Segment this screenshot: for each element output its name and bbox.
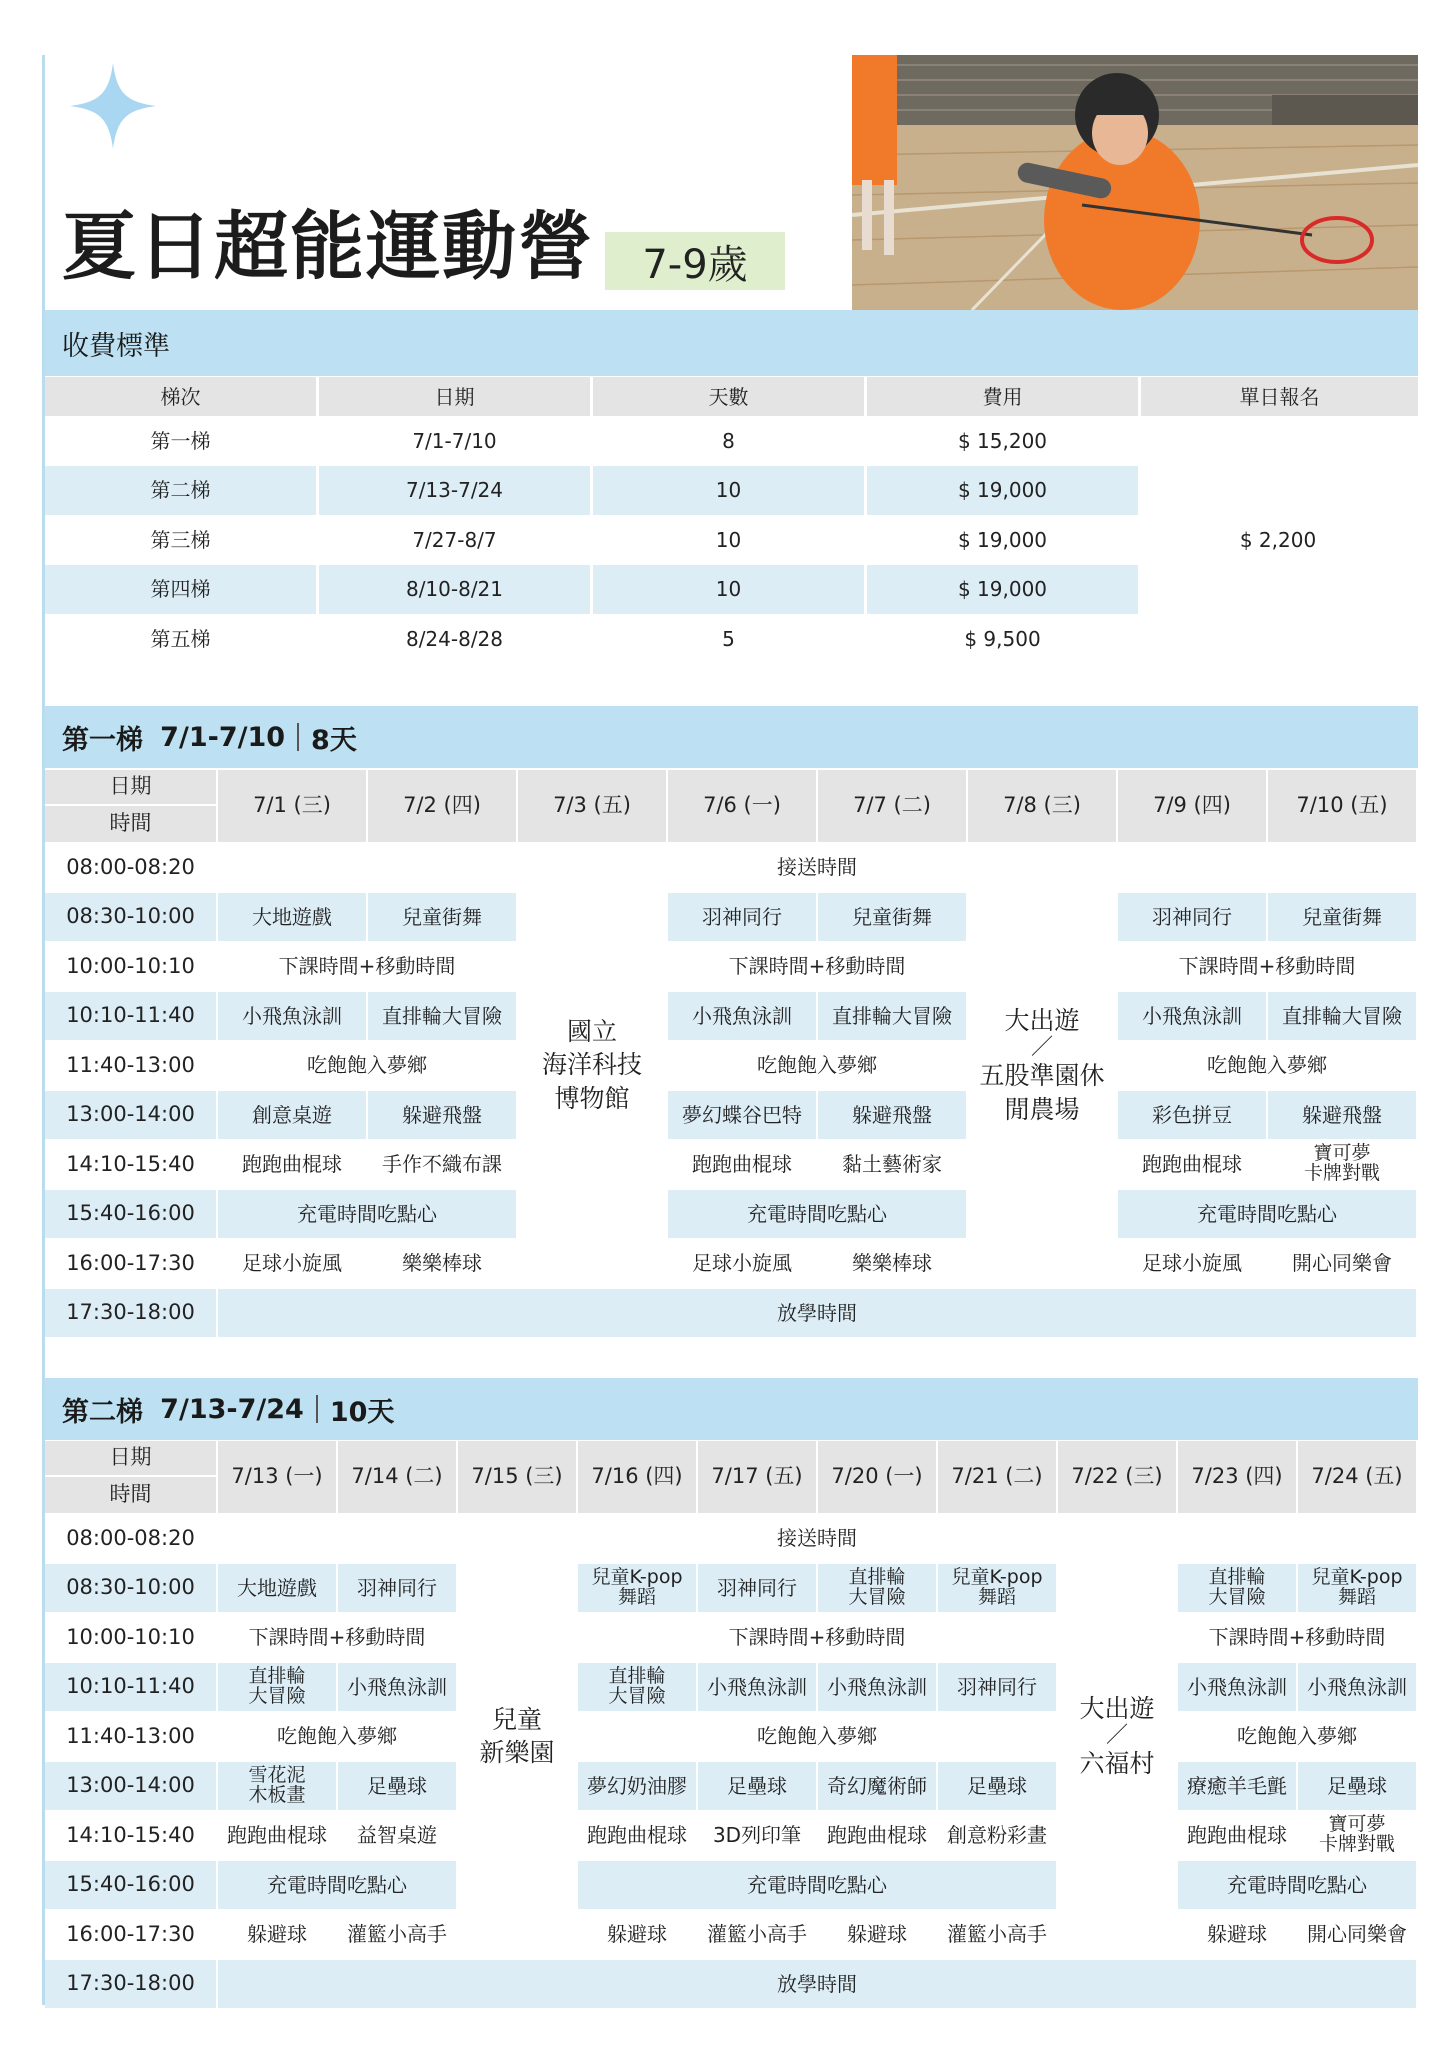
time-slot: 11:40-13:00 <box>45 1041 218 1091</box>
date-header: 7/8 (三) <box>968 770 1118 843</box>
fee-days: 5 <box>593 614 867 664</box>
activity: 直排輪大冒險 <box>368 992 518 1042</box>
time-slot: 17:30-18:00 <box>45 1289 218 1339</box>
fee-amount: $ 9,500 <box>867 614 1141 664</box>
activity: 小飛魚泳訓 <box>668 992 818 1042</box>
activity: 躲避飛盤 <box>1268 1091 1418 1141</box>
time-slot: 11:40-13:00 <box>45 1712 218 1762</box>
time-slot: 08:30-10:00 <box>45 893 218 943</box>
time-slot: 13:00-14:00 <box>45 1762 218 1812</box>
fees-section-title: 收費標準 <box>62 330 170 362</box>
activity: 寶可夢 卡牌對戰 <box>1298 1811 1418 1861</box>
fee-days: 10 <box>593 565 867 615</box>
fee-tier: 第四梯 <box>45 565 319 615</box>
trip-slash: ／ <box>1105 1723 1128 1749</box>
date-time-header <box>45 1441 218 1514</box>
time-slot: 08:30-10:00 <box>45 1564 218 1614</box>
field-trip-themepark <box>1058 1564 1178 1911</box>
activity: 足壘球 <box>1298 1762 1418 1812</box>
fee-date: 7/1-7/10 <box>319 416 593 466</box>
activity: 直排輪 大冒險 <box>818 1564 938 1614</box>
date-header: 7/17 (五) <box>698 1441 818 1514</box>
activity: 直排輪大冒險 <box>818 992 968 1042</box>
time-slot: 10:00-10:10 <box>45 942 218 992</box>
trip-place: 五股準園休 閒農場 <box>979 1061 1105 1125</box>
fee-date: 8/10-8/21 <box>319 565 593 615</box>
activity: 大地遊戲 <box>218 893 368 943</box>
activity: 小飛魚泳訓 <box>338 1663 458 1713</box>
activity: 直排輪大冒險 <box>1268 992 1418 1042</box>
fee-header-single: 單日報名 <box>1141 377 1418 416</box>
date-header: 7/15 (三) <box>458 1441 578 1514</box>
age-badge: 7-9歲 <box>605 232 785 290</box>
tier2-schedule <box>45 1441 1418 2009</box>
single-day-fee: $ 2,200 <box>1141 416 1418 664</box>
activity: 兒童K-pop 舞蹈 <box>1298 1564 1418 1614</box>
activity: 羽神同行 <box>1118 893 1268 943</box>
activity: 小飛魚泳訓 <box>1298 1663 1418 1713</box>
snack-time: 充電時間吃點心 <box>218 1861 458 1911</box>
time-slot: 14:10-15:40 <box>45 1140 218 1190</box>
activity: 躲避球 <box>1178 1910 1298 1960</box>
hero-photo <box>852 55 1418 310</box>
tier1-days: 8天 <box>311 724 357 756</box>
lunch-time: 吃飽飽入夢鄉 <box>1178 1712 1418 1762</box>
activity: 夢幻蝶谷巴特 <box>668 1091 818 1141</box>
fee-amount: $ 19,000 <box>867 466 1141 516</box>
activity: 奇幻魔術師 <box>818 1762 938 1812</box>
venue-name: 國立 海洋科技 博物館 <box>541 1016 642 1114</box>
break-time: 下課時間+移動時間 <box>668 942 968 992</box>
divider <box>297 723 299 751</box>
break-time: 下課時間+移動時間 <box>578 1613 1058 1663</box>
activity: 羽神同行 <box>698 1564 818 1614</box>
date-time-header <box>45 770 218 843</box>
activity: 足球小旋風 <box>1118 1239 1268 1289</box>
activity: 直排輪 大冒險 <box>218 1663 338 1713</box>
activity: 足壘球 <box>938 1762 1058 1812</box>
venue-museum <box>518 893 668 1240</box>
fee-amount: $ 19,000 <box>867 565 1141 615</box>
date-header: 7/13 (一) <box>218 1441 338 1514</box>
snack-time: 充電時間吃點心 <box>578 1861 1058 1911</box>
time-slot: 15:40-16:00 <box>45 1861 218 1911</box>
activity: 躲避球 <box>818 1910 938 1960</box>
time-slot: 14:10-15:40 <box>45 1811 218 1861</box>
tier2-title: 第二梯 <box>62 1396 143 1428</box>
tier2-range: 7/13-7/24 <box>160 1393 304 1425</box>
time-slot: 08:00-08:20 <box>45 843 218 893</box>
fee-date: 7/27-8/7 <box>319 515 593 565</box>
activity: 跑跑曲棍球 <box>818 1811 938 1861</box>
pickup-time: 接送時間 <box>218 843 1418 893</box>
empty-cell <box>1058 1910 1178 1960</box>
activity: 足球小旋風 <box>218 1239 368 1289</box>
activity: 直排輪 大冒險 <box>1178 1564 1298 1614</box>
activity: 躲避飛盤 <box>818 1091 968 1141</box>
trip-slash: ／ <box>1030 1035 1053 1061</box>
date-header: 7/3 (五) <box>518 770 668 843</box>
break-time: 下課時間+移動時間 <box>218 942 518 992</box>
activity: 羽神同行 <box>338 1564 458 1614</box>
activity: 手作不織布課 <box>368 1140 518 1190</box>
fee-days: 10 <box>593 515 867 565</box>
date-header: 7/22 (三) <box>1058 1441 1178 1514</box>
activity: 創意桌遊 <box>218 1091 368 1141</box>
activity: 躲避球 <box>578 1910 698 1960</box>
activity: 彩色拼豆 <box>1118 1091 1268 1141</box>
header-date-label: 日期 <box>45 1441 216 1477</box>
activity: 跑跑曲棍球 <box>668 1140 818 1190</box>
empty-cell <box>968 1239 1118 1289</box>
activity: 兒童K-pop 舞蹈 <box>938 1564 1058 1614</box>
pickup-time: 接送時間 <box>218 1514 1418 1564</box>
activity: 足壘球 <box>338 1762 458 1812</box>
date-header: 7/20 (一) <box>818 1441 938 1514</box>
empty-cell <box>518 1239 668 1289</box>
activity: 小飛魚泳訓 <box>1178 1663 1298 1713</box>
lunch-time: 吃飽飽入夢鄉 <box>668 1041 968 1091</box>
snack-time: 充電時間吃點心 <box>1118 1190 1418 1240</box>
activity: 躲避飛盤 <box>368 1091 518 1141</box>
fee-header-tier: 梯次 <box>45 377 319 416</box>
time-slot: 10:10-11:40 <box>45 1663 218 1713</box>
activity: 開心同樂會 <box>1298 1910 1418 1960</box>
activity: 直排輪 大冒險 <box>578 1663 698 1713</box>
activity: 跑跑曲棍球 <box>578 1811 698 1861</box>
activity: 兒童K-pop 舞蹈 <box>578 1564 698 1614</box>
fee-amount: $ 15,200 <box>867 416 1141 466</box>
fee-tier: 第三梯 <box>45 515 319 565</box>
activity: 羽神同行 <box>668 893 818 943</box>
activity: 羽神同行 <box>938 1663 1058 1713</box>
tier1-schedule <box>45 770 1418 1338</box>
time-slot: 17:30-18:00 <box>45 1960 218 2010</box>
activity: 足壘球 <box>698 1762 818 1812</box>
date-header: 7/2 (四) <box>368 770 518 843</box>
date-header: 7/10 (五) <box>1268 770 1418 843</box>
break-time: 下課時間+移動時間 <box>1178 1613 1418 1663</box>
fee-header-days: 天數 <box>593 377 867 416</box>
fee-tier: 第二梯 <box>45 466 319 516</box>
fee-tier: 第五梯 <box>45 614 319 664</box>
page-title: 夏日超能運動營 <box>62 204 594 290</box>
field-trip-farm <box>968 893 1118 1240</box>
date-header: 7/1 (三) <box>218 770 368 843</box>
date-header: 7/9 (四) <box>1118 770 1268 843</box>
header-time-label: 時間 <box>109 811 152 836</box>
activity: 創意粉彩畫 <box>938 1811 1058 1861</box>
fee-date: 7/13-7/24 <box>319 466 593 516</box>
activity: 夢幻奶油膠 <box>578 1762 698 1812</box>
lunch-time: 吃飽飽入夢鄉 <box>578 1712 1058 1762</box>
trip-title: 大出遊 <box>1079 1693 1155 1723</box>
snack-time: 充電時間吃點心 <box>218 1190 518 1240</box>
fee-days: 8 <box>593 416 867 466</box>
activity: 小飛魚泳訓 <box>1118 992 1268 1042</box>
activity: 灌籃小高手 <box>698 1910 818 1960</box>
fee-amount: $ 19,000 <box>867 515 1141 565</box>
time-slot: 10:00-10:10 <box>45 1613 218 1663</box>
activity: 跑跑曲棍球 <box>218 1140 368 1190</box>
activity: 大地遊戲 <box>218 1564 338 1614</box>
activity: 灌籃小高手 <box>938 1910 1058 1960</box>
time-slot: 15:40-16:00 <box>45 1190 218 1240</box>
activity: 足球小旋風 <box>668 1239 818 1289</box>
break-time: 下課時間+移動時間 <box>1118 942 1418 992</box>
fee-tier: 第一梯 <box>45 416 319 466</box>
fee-days: 10 <box>593 466 867 516</box>
activity: 雪花泥 木板畫 <box>218 1762 338 1812</box>
date-header: 7/7 (二) <box>818 770 968 843</box>
activity: 益智桌遊 <box>338 1811 458 1861</box>
activity: 灌籃小高手 <box>338 1910 458 1960</box>
fee-row <box>45 416 1418 466</box>
activity: 跑跑曲棍球 <box>1178 1811 1298 1861</box>
snack-time: 充電時間吃點心 <box>1178 1861 1418 1911</box>
activity: 黏土藝術家 <box>818 1140 968 1190</box>
date-header: 7/6 (一) <box>668 770 818 843</box>
date-header: 7/24 (五) <box>1298 1441 1418 1514</box>
activity: 躲避球 <box>218 1910 338 1960</box>
activity: 小飛魚泳訓 <box>218 992 368 1042</box>
venue-park <box>458 1564 578 1911</box>
date-header: 7/23 (四) <box>1178 1441 1298 1514</box>
activity: 療癒羊毛氈 <box>1178 1762 1298 1812</box>
time-slot: 16:00-17:30 <box>45 1239 218 1289</box>
time-slot: 08:00-08:20 <box>45 1514 218 1564</box>
fee-header-date: 日期 <box>319 377 593 416</box>
dismissal-time: 放學時間 <box>218 1289 1418 1339</box>
activity: 寶可夢 卡牌對戰 <box>1268 1140 1418 1190</box>
date-header: 7/21 (二) <box>938 1441 1058 1514</box>
dismissal-time: 放學時間 <box>218 1960 1418 2010</box>
time-slot: 13:00-14:00 <box>45 1091 218 1141</box>
time-slot: 16:00-17:30 <box>45 1910 218 1960</box>
lunch-time: 吃飽飽入夢鄉 <box>1118 1041 1418 1091</box>
venue-name: 兒童 新樂園 <box>479 1704 555 1768</box>
date-header: 7/14 (二) <box>338 1441 458 1514</box>
tier2-days: 10天 <box>329 1396 395 1428</box>
snack-time: 充電時間吃點心 <box>668 1190 968 1240</box>
fees-section-bar <box>45 310 1418 376</box>
activity: 兒童街舞 <box>368 893 518 943</box>
fee-header-fee: 費用 <box>867 377 1141 416</box>
tier1-title: 第一梯 <box>62 724 143 756</box>
fee-date: 8/24-8/28 <box>319 614 593 664</box>
activity: 兒童街舞 <box>818 893 968 943</box>
header-time-label: 時間 <box>109 1482 152 1507</box>
tier1-section-bar <box>45 706 1418 768</box>
activity: 跑跑曲棍球 <box>1118 1140 1268 1190</box>
header-date-label: 日期 <box>45 770 216 806</box>
empty-cell <box>458 1910 578 1960</box>
trip-title: 大出遊 <box>1004 1005 1080 1035</box>
activity: 3D列印筆 <box>698 1811 818 1861</box>
tier2-section-bar <box>45 1378 1418 1440</box>
activity: 兒童街舞 <box>1268 893 1418 943</box>
activity: 樂樂棒球 <box>368 1239 518 1289</box>
date-header: 7/16 (四) <box>578 1441 698 1514</box>
tier1-range: 7/1-7/10 <box>160 721 286 753</box>
diamond-icon <box>70 63 156 149</box>
fee-table <box>45 377 1418 664</box>
activity: 小飛魚泳訓 <box>698 1663 818 1713</box>
break-time: 下課時間+移動時間 <box>218 1613 458 1663</box>
activity: 樂樂棒球 <box>818 1239 968 1289</box>
trip-place: 六福村 <box>1079 1749 1155 1779</box>
lunch-time: 吃飽飽入夢鄉 <box>218 1041 518 1091</box>
activity: 跑跑曲棍球 <box>218 1811 338 1861</box>
activity: 開心同樂會 <box>1268 1239 1418 1289</box>
divider <box>316 1395 318 1423</box>
activity: 小飛魚泳訓 <box>818 1663 938 1713</box>
lunch-time: 吃飽飽入夢鄉 <box>218 1712 458 1762</box>
time-slot: 10:10-11:40 <box>45 992 218 1042</box>
